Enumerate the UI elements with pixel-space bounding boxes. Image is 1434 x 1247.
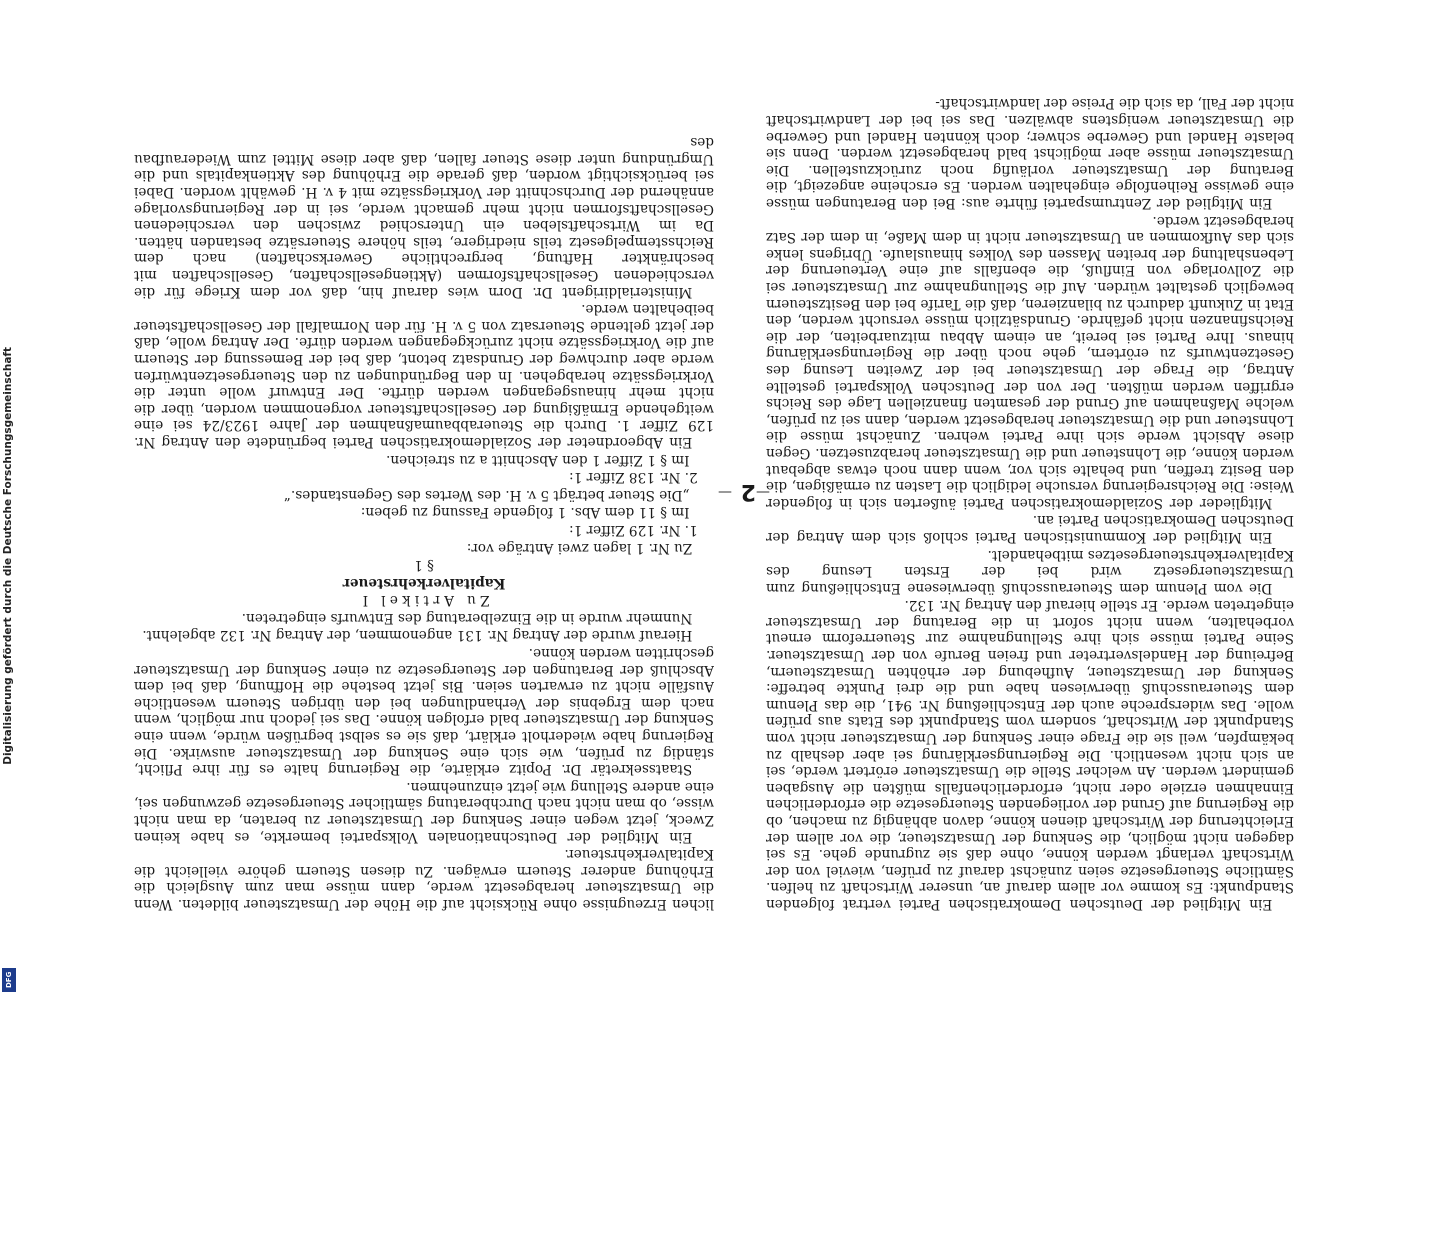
motion-text: Im § 11 dem Abs. 1 folgende Fassung zu geben:	[360, 504, 690, 521]
paragraph: Ein Mitglied der Zentrumspartei führte aus: Bei den Beratungen müsse eine gewisse Reihenfolge eingehalten werden. Es erscheine angezeigt, die Beratung der Umsatzsteuer vorläufig noch zurückzustellen. Die Umsatzsteuer müsse aber möglichst bald herabgesetzt werden. Denn sie belaste Handel und Gewerbe schwer; doch könnten Handel und Gewerbe die Umsatzsteuer wenigstens abwälzen. Das sei bei der Landwirtschaft nicht der Fall, da sich die Preise der landwirtschaft-	[766, 95, 1294, 212]
section-heading: § 1	[414, 557, 434, 574]
paragraph: Ein Mitglied der Deutschen Demokratischen Partei vertrat folgenden Standpunkt: Es komme vor allem darauf an, unserer Wirtschaft zu helfen. Sämtliche Steuergesetze seien zunächst darauf zu prüfen, wieviel von der Wirtschaft verlangt werden könne, ohne daß sie zugrunde gehe. Es sei dagegen nicht möglich, die Senkung der Umsatzsteuer, die vor allem der Erleichterung der Wirtschaft dienen könne, davon abhängig zu machen, ob die Regierung auf Grund der vorliegenden Steuergesetze die erforderlichen Einnahmen erziele oder nicht, erforderlichenfalls müßten die Ausgaben gemindert werden. An welcher Stelle die Umsatzsteuer erörtert werde, sei an sich nicht wesentlich. Die Regierungserklärung sei aber deshalb zu bekämpfen, weil sie die Frage einer Senkung der Umsatzsteuer nicht vom Standpunkt der Wirtschaft, sondern vom Standpunkt des Etats aus prüfen wolle. Das widerspreche auch der Entschließung Nr. 941, die das Plenum dem Steuerausschuß überwiesen habe und die drei Punkte betreffe: Senkung der Umsatzsteuer, Aufhebung der erhöhten Umsatzsteuern, Befreiung der Handelsvertreter und freien Berufe von der Umsatzsteuer. Seine Partei müsse sich ihre Stellungnahme zur Steuerreform erneut vorbehalten, wenn nicht sofort in die Beratung der Umsatzsteuer eingetreten werde. Er stelle hierauf den Antrag Nr. 132.	[766, 597, 1294, 912]
page-number-dash-right: —	[718, 484, 732, 500]
page-number-dash-left: —	[756, 484, 770, 500]
paragraph: Ein Abgeordneter der Sozialdemokratischen Partei begründete den Antrag Nr. 129 Ziffer 1. Durch die Steuerabbaumaßnahmen der Jahre 1923/24 sei eine weitgehende Ermäßigung der Gesellschaftsteuer vorgenommen worden, über die nicht mehr hinausgegangen werden dürfte. Der Entwurf wolle unter die Vorkriegssätze herabgehen. In den Begründungen zu den Steuergesetzentwürfen werde aber durchweg der Grundsatz betont, daß bei der Bemessung der Steuern auf die Vorkriegssätze nicht zurückgegangen werden dürfe. Der Antrag wolle, daß der jetzt geltende Steuersatz von 5 v. H. für den Normalfall der Gesellschaftsteuer beibehalten werde.	[134, 301, 714, 450]
motion-label: 1. Nr. 129 Ziffer 1:	[569, 521, 698, 538]
motion-text: Im § 1 Ziffer 1 den Abschnitt a zu streichen.	[386, 451, 690, 468]
motion-quote: „Die Steuer beträgt 5 v. H. des Wertes des Gegenstandes.“	[283, 486, 690, 503]
paragraph: Hierauf wurde der Antrag Nr. 131 angenommen, der Antrag Nr. 132 abgelehnt.	[142, 627, 693, 644]
paragraph: Zu Nr. 1 lagen zwei Anträge vor:	[466, 539, 693, 556]
article-title: Kapitalverkehrsteuer	[342, 574, 506, 591]
motion-label: 2. Nr. 138 Ziffer 1:	[569, 469, 698, 486]
paragraph: Mitglieder der Sozialdemokratischen Partei äußerten sich in folgender Weise: Die Reichsregierung versuche lediglich die Lasten zu ermäßigen, die den Besitz treffen, und behalte sich vor, wenn dann noch etwas abgebaut werden könne, die Lohnsteuer und die Umsatzsteuer herabzusetzen. Gegen diese Absicht werde sich ihre Partei wehren. Zunächst müsse die Lohnsteuer und die Umsatzsteuer herabgesetzt werden, dann sei zu prüfen, welche Maßnahmen auf Grund der gesamten finanziellen Lage des Reichs ergriffen werden müßten. Der von der Deutschen Volkspartei gestellte Antrag, die Frage der Umsatzsteuer bei der Zweiten Lesung des Gesetzentwurfs zu erörtern, gehe noch über die Regierungserklärung hinaus. Ihre Partei sei bereit, an einem Abbau mitzuarbeiten, der die Reichsfinanzen nicht gefährde. Grundsätzlich müsse versucht werden, den Etat in Zukunft dadurch zu bilanzieren, daß die Tarife bei den Besitzsteuern beweglich gestaltet würden. Auf die Stellungnahme zur Umsatzsteuer sei die Zollvorlage von Einfluß, die ebenfalls auf eine Verteuerung der Lebenshaltung der breiten Massen des Volkes hinauslaufe. Übrigens lenke sich das Aufkommen an Umsatzsteuer nicht in dem Maße, in dem der Satz herabgesetzt werde.	[766, 212, 1294, 511]
paragraph: Ein Mitglied der Deutschnationalen Volkspartei bemerkte, es habe keinen Zweck, jetzt wegen einer Senkung der Umsatzsteuer zu beraten, da man nicht wisse, ob man nicht nach Durchberatung sämtlicher Steuergesetze gezwungen sei, eine andere Stellung wie jetzt einzunehmen.	[134, 778, 714, 845]
article-heading: Zu Artikel I	[358, 592, 490, 609]
text-column-left	[766, 92, 1294, 912]
paragraph: lichen Erzeugnisse ohne Rücksicht auf die Höhe der Umsatzsteuer bildeten. Wenn die Umsatzsteuer herabgesetzt werde, dann müsse man zum Ausgleich die Erhöhung anderer Steuern erwägen. Zu diesen Steuern gehöre vielleicht die Kapitalverkehrsteuer.	[134, 846, 714, 912]
paragraph: Die vom Plenum dem Steuerausschuß überwiesene Entschließung zum Umsatzsteuergesetz wird bei der Ersten Lesung des Kapitalverkehrsteuergesetzes mitbehandelt.	[766, 546, 1294, 596]
paragraph: Staatssekretär Dr. Popitz erklärte, die Regierung halte es für ihre Pflicht, ständig zu prüfen, wie sich eine Senkung der Umsatzsteuer auswirke. Die Regierung habe wiederholt erklärt, daß sie es selbst begrüßen würde, wenn eine Senkung der Umsatzsteuer bald erfolgen könne. Das sei jedoch nur möglich, wenn nach dem Ergebnis der Verhandlungen bei den übrigen Steuern wesentliche Ausfälle nicht zu erwarten seien. Bis jetzt bestehe die Hoffnung, daß bei dem Abschluß der Beratungen der Steuergesetze zu einer Senkung der Umsatzsteuer geschritten werden könne.	[134, 645, 714, 778]
funding-note: Digitalisierung gefördert durch die Deutsche Forschungsgemeinschaft	[2, 347, 14, 765]
paragraph: Ministerialdirigent Dr. Dorn wies darauf hin, daß vor dem Kriege für die verschiedenen Gesellschaftsformen (Aktiengesellschaften, Gesellschaften mit beschränkter Haftung, bergrechtliche Gewerkschaften) nach dem Reichsstempelgesetz teils niedrigere, teils höhere Steuersätze bestanden hätten. Da im Wirtschaftsleben ein Unterschied zwischen den verschiedenen Gesellschaftsformen nicht mehr gemacht werde, sei in der Regierungsvorlage annähernd der Durchschnitt der Vorkriegssätze mit 4 v. H. gewählt worden. Dabei sei berücksichtigt worden, daß gerade die Erhöhung des Aktienkapitals und die Umgründung unter diese Steuer fallen, daß aber diese Mittel zum Wiederaufbau des	[134, 134, 714, 300]
paragraph: Ein Mitglied der Kommunistischen Partei schloß sich dem Antrag der Deutschen Demokratischen Partei an.	[766, 512, 1294, 545]
text-column-right	[134, 92, 714, 912]
paragraph: Nunmehr wurde in die Einzelberatung des Entwurfs eingetreten.	[241, 609, 693, 626]
page-number: 2	[740, 479, 756, 504]
dfg-logo: DFG	[2, 968, 16, 992]
